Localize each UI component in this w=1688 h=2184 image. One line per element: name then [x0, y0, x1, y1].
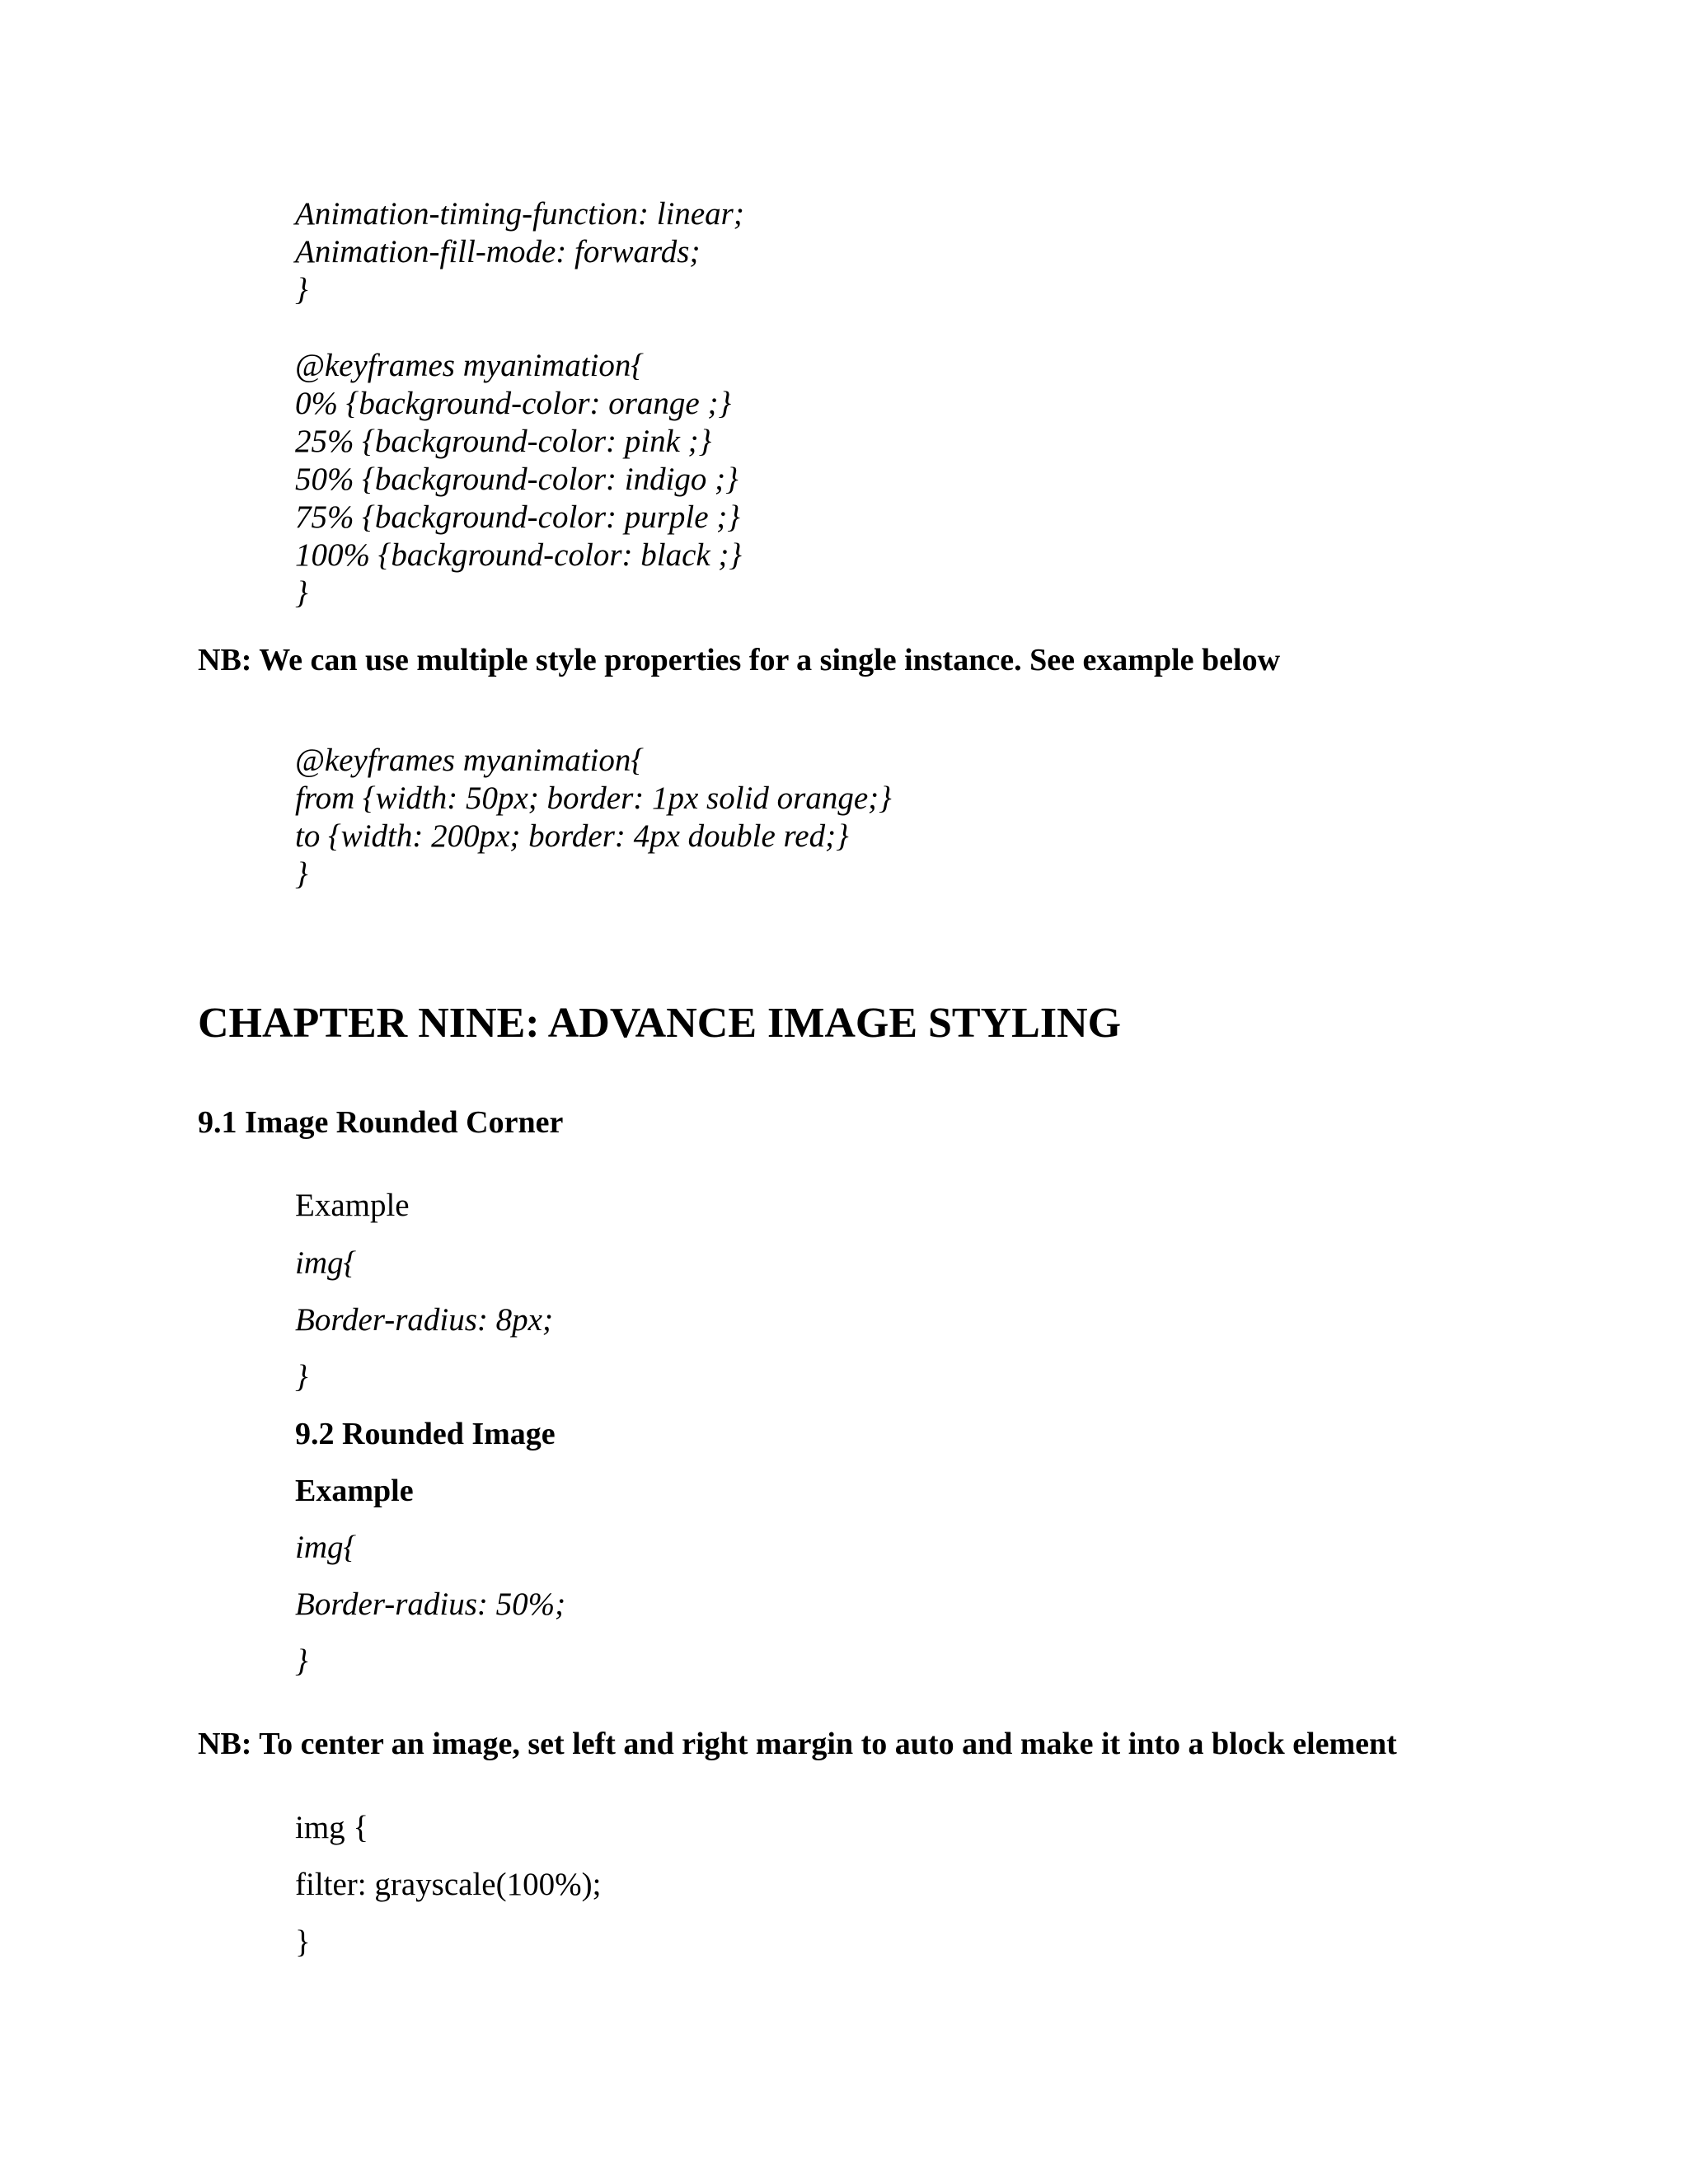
code-line: }: [295, 272, 308, 307]
code-line: @keyframes myanimation{: [295, 348, 644, 383]
chapter-title: CHAPTER NINE: ADVANCE IMAGE STYLING: [198, 1000, 1122, 1047]
section-heading-9-1: 9.1 Image Rounded Corner: [198, 1105, 564, 1140]
example-label: Example: [295, 1188, 410, 1223]
note-multiple-properties: NB: We can use multiple style properties for a single instance. See example below: [198, 643, 1281, 677]
section-heading-9-2: 9.2 Rounded Image: [295, 1417, 556, 1451]
code-line: 50% {background-color: indigo ;}: [295, 462, 738, 497]
code-line: 0% {background-color: orange ;}: [295, 386, 732, 421]
code-line: }: [295, 1359, 308, 1394]
code-line: filter: grayscale(100%);: [295, 1867, 602, 1902]
example-label: Example: [295, 1474, 414, 1508]
code-line: 25% {background-color: pink ;}: [295, 424, 712, 459]
code-line: 75% {background-color: purple ;}: [295, 499, 740, 535]
code-line: Border-radius: 50%;: [295, 1586, 566, 1622]
code-line: img {: [295, 1810, 369, 1845]
code-line: @keyframes myanimation{: [295, 743, 644, 778]
code-line: Border-radius: 8px;: [295, 1302, 553, 1338]
code-line: to {width: 200px; border: 4px double red;}: [295, 818, 849, 854]
code-line: img{: [295, 1245, 357, 1281]
code-line: Animation-timing-function: linear;: [295, 196, 744, 232]
code-line: }: [295, 1924, 311, 1960]
code-line: from {width: 50px; border: 1px solid orange;}: [295, 780, 892, 816]
code-line: }: [295, 575, 308, 611]
code-line: }: [295, 856, 308, 892]
note-center-image: NB: To center an image, set left and right margin to auto and make it into a block element: [198, 1727, 1397, 1761]
code-line: 100% {background-color: black ;}: [295, 537, 743, 573]
code-line: }: [295, 1643, 308, 1679]
code-line: Animation-fill-mode: forwards;: [295, 234, 701, 269]
code-line: img{: [295, 1530, 357, 1565]
